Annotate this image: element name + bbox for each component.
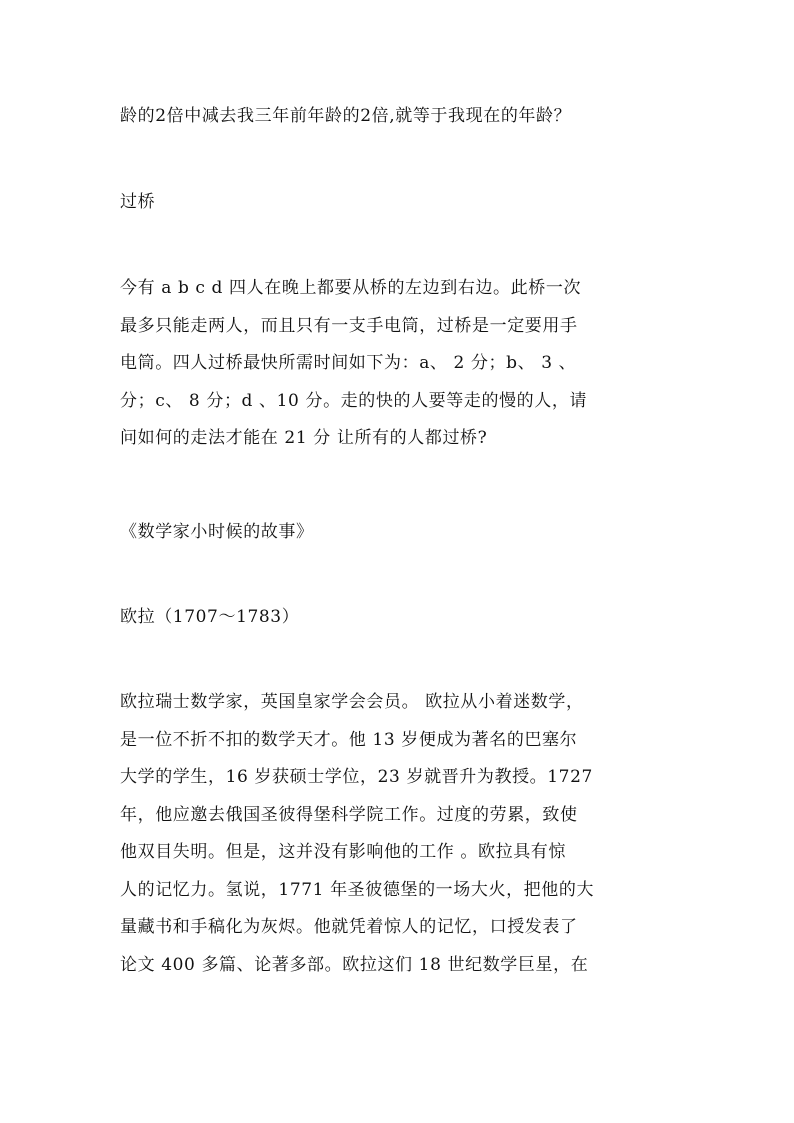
heading-bridge <box>120 184 680 222</box>
paragraph-line: 是一位不折不扣的数学天才。他 13 岁便成为著名的巴塞尔 <box>120 729 578 750</box>
paragraph-line: 欧拉瑞士数学家，英国皇家学会会员。 欧拉从小着迷数学， <box>120 692 584 712</box>
heading-text: 过桥 <box>120 192 156 212</box>
paragraph-line: 电筒。四人过桥最快所需时间如下为：a、 2 分；b、 3 、 <box>120 353 577 373</box>
paragraph-line: 年，他应邀去俄国圣彼得堡科学院工作。过度的劳累，致使 <box>120 804 578 825</box>
paragraph-bridge-puzzle <box>120 270 680 458</box>
paragraph-line: 他双目失明。但是，这并没有影响他的工作 。欧拉具有惊 <box>120 842 567 862</box>
paragraph-line: 量藏书和手稿化为灰烬。他就凭着惊人的记忆，口授发表了 <box>120 917 578 937</box>
paragraph-line: 论文 400 多篇、论著多部。欧拉这们 18 世纪数学巨星，在 <box>120 954 589 975</box>
paragraph-euler-bio <box>120 684 680 984</box>
heading-mathematician-stories <box>120 514 680 552</box>
paragraph-line: 分；c、 8 分；d 、10 分。走的快的人要等走的慢的人，请 <box>120 390 588 411</box>
paragraph-line: 问如何的走法才能在 21 分 让所有的人都过桥? <box>120 428 488 448</box>
paragraph-line: 今有 a b c d 四人在晚上都要从桥的左边到右边。此桥一次 <box>120 278 582 298</box>
paragraph-line: 人的记忆力。氢说，1771 年圣彼德堡的一场大火，把他的大 <box>120 879 595 900</box>
paragraph-line: 龄的2倍中减去我三年前年龄的2倍,就等于我现在的年龄？ <box>120 106 572 126</box>
paragraph-line: 大学的学生，16 岁获硕士学位，23 岁就晋升为教授。1727 <box>120 767 593 787</box>
paragraph-age-riddle <box>120 98 680 136</box>
heading-text: 《数学家小时候的故事》 <box>120 522 314 542</box>
paragraph-line: 最多只能走两人，而且只有一支手电筒，过桥是一定要用手 <box>120 315 578 336</box>
heading-text: 欧拉（1707～1783） <box>120 607 300 627</box>
heading-euler <box>120 599 680 637</box>
